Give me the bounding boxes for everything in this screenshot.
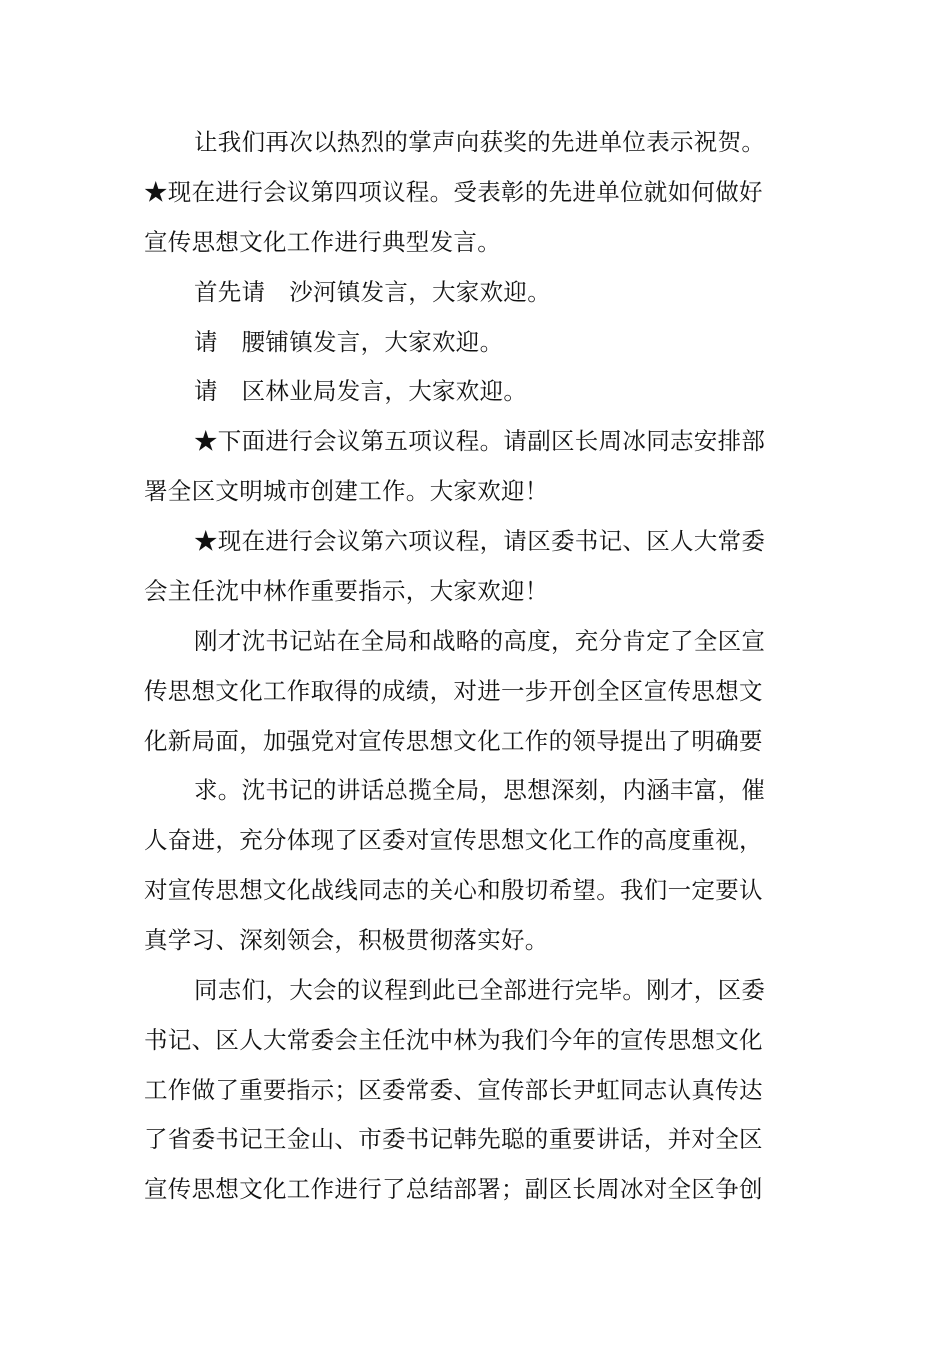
- text-line: 了省委书记王金山、市委书记韩先聪的重要讲话，并对全区: [144, 1125, 763, 1153]
- text-line: 会主任沈中林作重要指示，大家欢迎！: [144, 577, 549, 605]
- text-line: 化新局面，加强党对宣传思想文化工作的领导提出了明确要: [144, 727, 763, 755]
- text-line: 宣传思想文化工作进行典型发言。: [144, 228, 501, 256]
- text-line: 真学习、深刻领会，积极贯彻落实好。: [144, 926, 549, 954]
- text-line: ★现在进行会议第六项议程，请区委书记、区人大常委: [194, 527, 766, 555]
- text-line: 传思想文化工作取得的成绩，对进一步开创全区宣传思想文: [144, 677, 763, 705]
- text-line: ★下面进行会议第五项议程。请副区长周冰同志安排部: [194, 427, 766, 455]
- text-line: 同志们，大会的议程到此已全部进行完毕。刚才，区委: [194, 976, 766, 1004]
- text-line: 人奋进，充分体现了区委对宣传思想文化工作的高度重视，: [144, 826, 763, 854]
- text-line: 请 腰铺镇发言，大家欢迎。: [194, 328, 504, 356]
- text-line: 请 区林业局发言，大家欢迎。: [194, 377, 528, 405]
- text-line: 求。沈书记的讲话总揽全局，思想深刻，内涵丰富，催: [194, 776, 766, 804]
- text-line: 让我们再次以热烈的掌声向获奖的先进单位表示祝贺。: [194, 128, 766, 156]
- text-line: 首先请 沙河镇发言，大家欢迎。: [194, 278, 551, 306]
- text-line: 对宣传思想文化战线同志的关心和殷切希望。我们一定要认: [144, 876, 763, 904]
- text-line: 工作做了重要指示；区委常委、宣传部长尹虹同志认真传达: [144, 1076, 763, 1104]
- text-line: 宣传思想文化工作进行了总结部署；副区长周冰对全区争创: [144, 1175, 763, 1203]
- text-line: 署全区文明城市创建工作。大家欢迎！: [144, 477, 549, 505]
- text-line: 书记、区人大常委会主任沈中林为我们今年的宣传思想文化: [144, 1026, 763, 1054]
- text-line: 刚才沈书记站在全局和战略的高度，充分肯定了全区宣: [194, 627, 766, 655]
- text-line: ★现在进行会议第四项议程。受表彰的先进单位就如何做好: [144, 178, 763, 206]
